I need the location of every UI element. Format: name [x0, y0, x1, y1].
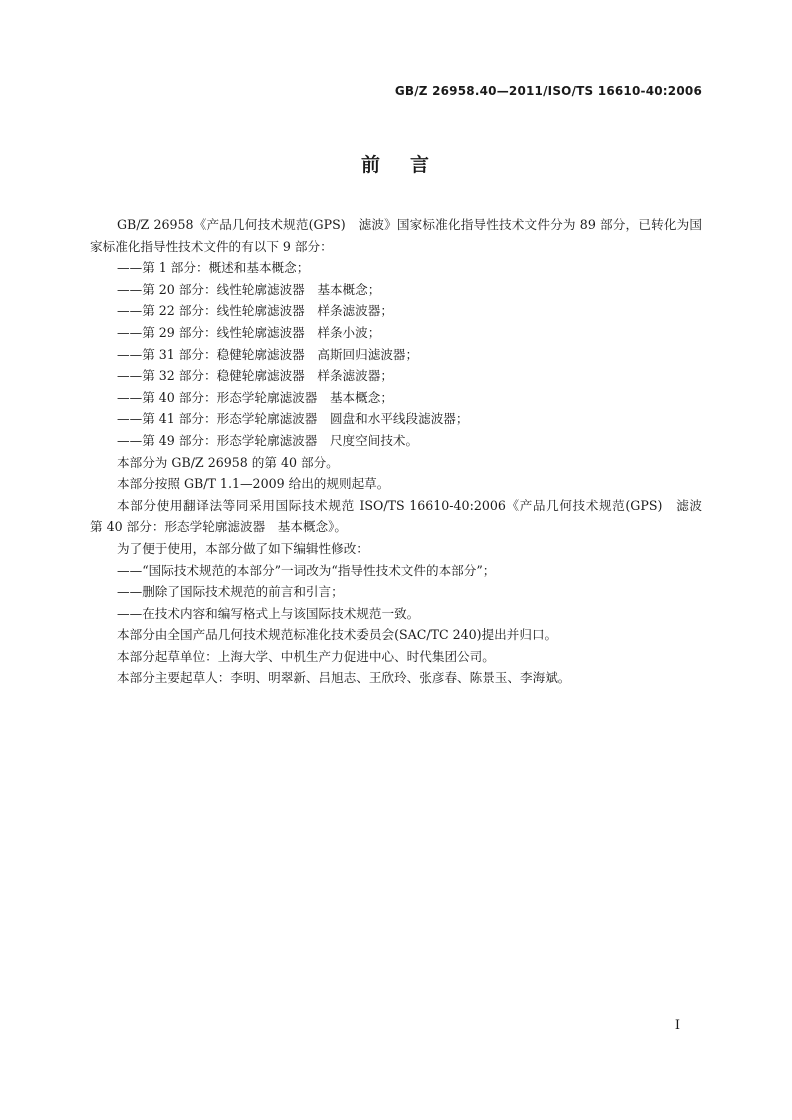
list-item-part-49: ——第 49 部分：形态学轮廓滤波器 尺度空间技术。 — [117, 432, 419, 448]
list-item-part-40: ——第 40 部分：形态学轮廓滤波器 基本概念； — [117, 389, 393, 405]
list-item-part-22: ——第 22 部分：线性轮廓滤波器 样条滤波器； — [117, 303, 393, 319]
list-item-part-1: ——第 1 部分：概述和基本概念； — [117, 260, 310, 276]
paragraph-drafters: 本部分主要起草人：李明、明翠新、吕旭志、王欣玲、张彦春、陈景玉、李海斌。 — [117, 670, 571, 686]
list-item-part-29: ——第 29 部分：线性轮廓滤波器 样条小波； — [117, 324, 381, 340]
title-char-1: 前 — [360, 154, 382, 176]
page-number: I — [674, 1018, 680, 1033]
paragraph-intro: GB/Z 26958《产品几何技术规范(GPS) 滤波》国家标准化指导性技术文件分为 89 部分，已转化为国家标准化指导性技术文件的有以下 9 部分： — [90, 217, 702, 254]
list-item-part-20: ——第 20 部分：线性轮廓滤波器 基本概念； — [117, 281, 381, 297]
foreword-body — [90, 214, 715, 689]
title-char-2: 言 — [410, 154, 432, 176]
list-item-part-31: ——第 31 部分：稳健轮廓滤波器 高斯回归滤波器； — [117, 346, 419, 362]
paragraph-adoption: 本部分使用翻译法等同采用国际技术规范 ISO/TS 16610-40:2006《产品几何技术规范(GPS) 滤波 第 40 部分：形态学轮廓滤波器 基本概念》。 — [90, 497, 715, 535]
paragraph-part-statement: 本部分为 GB/Z 26958 的第 40 部分。 — [117, 454, 339, 470]
page-title — [0, 150, 792, 177]
paragraph-drafting-units: 本部分起草单位：上海大学、中机生产力促进中心、时代集团公司。 — [117, 648, 495, 664]
list-item-edit-2: ——删除了国际技术规范的前言和引言； — [117, 584, 344, 600]
paragraph-edit-intro: 为了便于使用，本部分做了如下编辑性修改： — [117, 540, 369, 556]
list-item-edit-1: ——“国际技术规范的本部分”一词改为“指导性技术文件的本部分”； — [117, 562, 496, 578]
list-item-part-41: ——第 41 部分：形态学轮廓滤波器 圆盘和水平线段滤波器； — [117, 411, 469, 427]
document-code-header: GB/Z 26958.40—2011/ISO/TS 16610-40:2006 — [394, 84, 702, 98]
paragraph-drafting-rules: 本部分按照 GB/T 1.1—2009 给出的规则起草。 — [117, 476, 390, 492]
paragraph-proposer: 本部分由全国产品几何技术规范标准化技术委员会(SAC/TC 240)提出并归口。 — [117, 627, 558, 643]
list-item-part-32: ——第 32 部分：稳健轮廓滤波器 样条滤波器； — [117, 368, 393, 384]
list-item-edit-3: ——在技术内容和编写格式上与该国际技术规范一致。 — [117, 605, 420, 621]
